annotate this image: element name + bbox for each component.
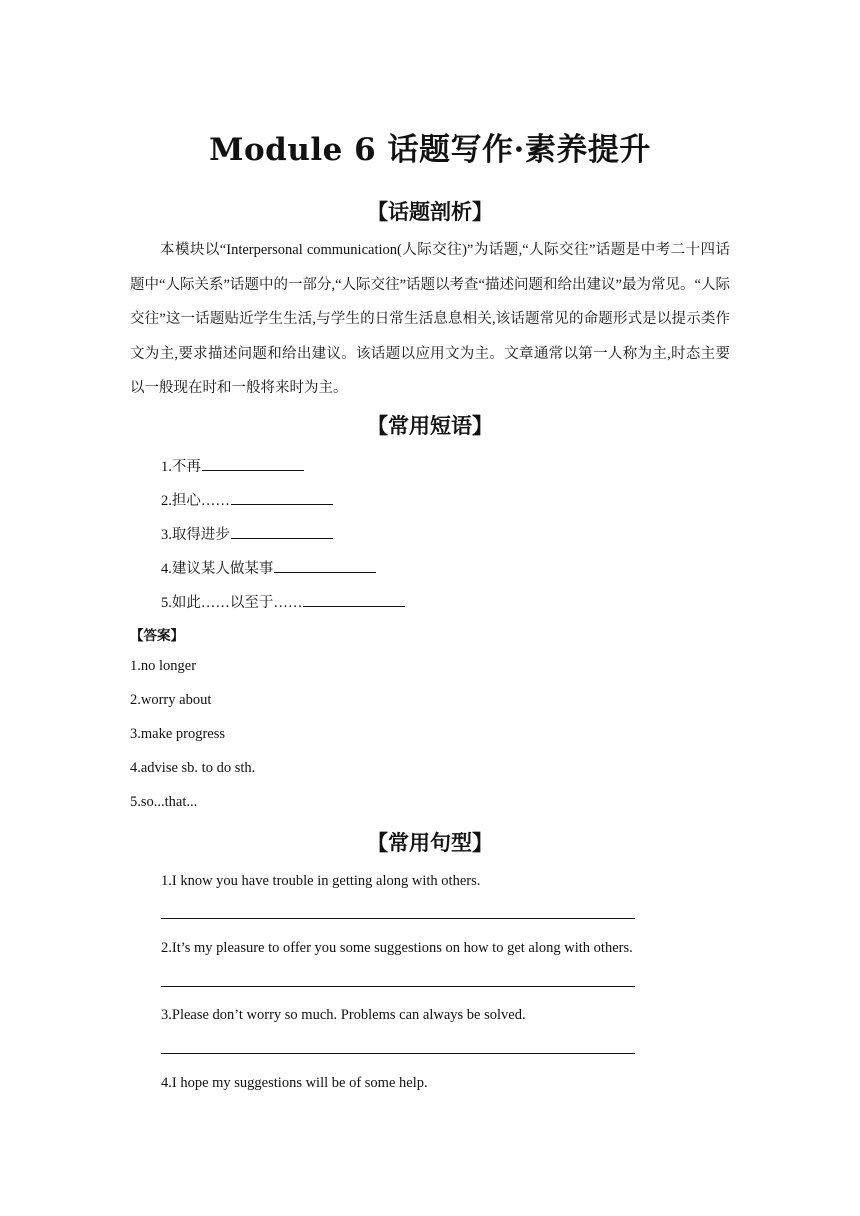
answer-label: 【答案】: [130, 628, 184, 644]
answer-item: 4.advise sb. to do sth.: [130, 760, 256, 776]
phrase-text: 1.不再: [161, 459, 201, 475]
phrase-blank: [231, 490, 333, 505]
sentence-item: 4.I hope my suggestions will be of some help.: [161, 1075, 428, 1091]
answer-item: 1.no longer: [130, 658, 197, 674]
section-heading-phrases: 【常用短语】: [367, 414, 493, 438]
phrase-item: [161, 455, 304, 476]
phrase-text: 4.建议某人做某事: [161, 561, 274, 577]
phrase-blank: [202, 456, 304, 471]
phrase-item: [161, 591, 405, 612]
phrase-item: [161, 523, 333, 544]
section-heading-analysis: 【话题剖析】: [367, 200, 493, 224]
page-title: Module 6 话题写作·素养提升: [209, 132, 651, 168]
sentence-item: 3.Please don’t worry so much. Problems can always be solved.: [161, 1007, 526, 1023]
answer-item: 3.make progress: [130, 726, 226, 742]
answer-line: [161, 986, 635, 987]
answer-item: 2.worry about: [130, 692, 212, 708]
answer-item: 5.so...that...: [130, 794, 198, 810]
phrase-blank: [303, 592, 405, 607]
sentence-item: 1.I know you have trouble in getting along with others.: [161, 873, 481, 889]
phrase-blank: [231, 524, 333, 539]
answer-line: [161, 1053, 635, 1054]
phrase-item: [161, 489, 333, 510]
section-heading-sentences: 【常用句型】: [367, 831, 493, 855]
analysis-paragraph: 本模块以“Interpersonal communication(人际交往)”为话题,“人际交往”话题是中考二十四话题中“人际关系”话题中的一部分,“人际交往”话题以考查“描述问题和给出建议”最为常见。“人际交往”这一话题贴近学生生活,与学生的日常生活息息相关,该话题常见的命题形式是以提示类作文为主,要求描述问题和给出建议。该话题以应用文为主。文章通常以第一人称为主,时态主要以一般现在时和一般将来时为主。: [130, 242, 730, 396]
sentence-item: 2.It’s my pleasure to offer you some suggestions on how to get along with others.: [161, 940, 633, 956]
phrase-text: 3.取得进步: [161, 527, 230, 543]
phrase-blank: [274, 558, 376, 573]
phrase-item: [161, 557, 376, 578]
phrase-text: 2.担心……: [161, 493, 230, 509]
answer-line: [161, 918, 635, 919]
phrase-text: 5.如此……以至于……: [161, 595, 303, 611]
